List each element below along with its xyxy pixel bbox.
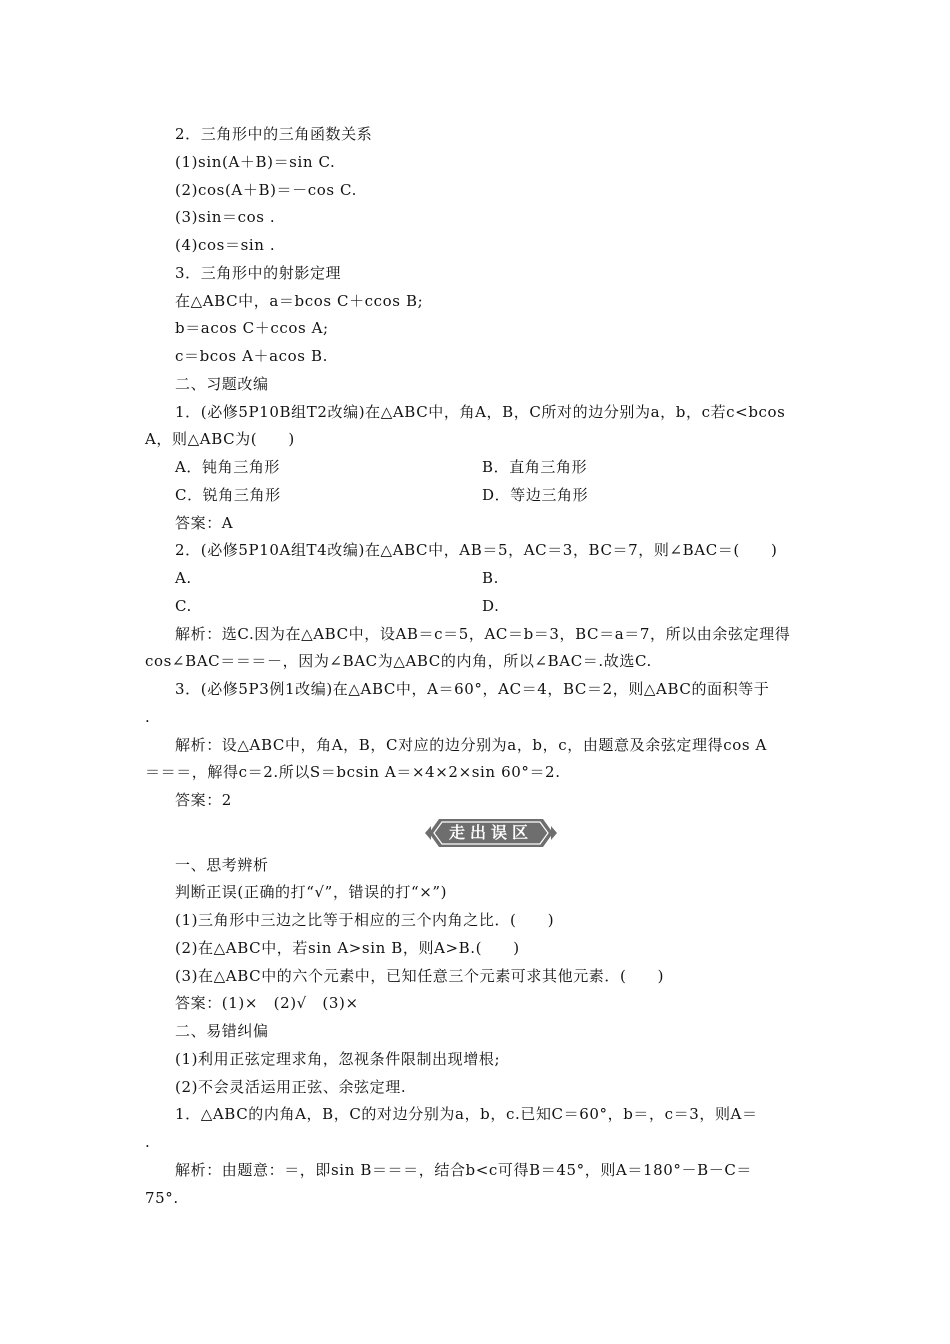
pitfall-q1-analysis-line-2: 75°. bbox=[145, 1189, 179, 1207]
pitfall-q1-analysis-line-1: 解析：由题意：＝，即sin B＝＝＝，结合b<c可得B＝45°，则A＝180°－B－C＝ bbox=[175, 1161, 752, 1179]
projection-line-3: c＝bcos A＋acos B. bbox=[175, 347, 328, 365]
thinking-item-1: (1)三角形中三边之比等于相应的三个内角之比．( ) bbox=[175, 911, 555, 929]
q2-option-b: B. bbox=[482, 569, 499, 587]
q1-text-line-2: A，则△ABC为( ) bbox=[145, 430, 295, 448]
q2-option-a: A. bbox=[175, 569, 192, 587]
heading-projection-theorem: 3．三角形中的射影定理 bbox=[175, 264, 342, 282]
q1-answer: 答案：A bbox=[175, 514, 234, 532]
thinking-intro: 判断正误(正确的打“√”，错误的打“×”) bbox=[175, 883, 448, 901]
relation-item-2: (2)cos(A＋B)＝－cos C. bbox=[175, 181, 357, 199]
q3-analysis-line-2: ＝＝＝，解得c＝2.所以S＝bcsin A＝×4×2×sin 60°＝2. bbox=[145, 763, 561, 781]
q3-analysis-line-1: 解析：设△ABC中，角A，B，C对应的边分别为a，b，c，由题意及余弦定理得cos A bbox=[175, 736, 767, 754]
pitfall-item-1: (1)利用正弦定理求角，忽视条件限制出现增根; bbox=[175, 1050, 501, 1068]
q2-analysis-line-2: cos∠BAC＝＝＝－，因为∠BAC为△ABC的内角，所以∠BAC＝.故选C. bbox=[145, 652, 652, 670]
relation-item-1: (1)sin(A＋B)＝sin C. bbox=[175, 153, 336, 171]
thinking-answer: 答案：(1)× (2)√ (3)× bbox=[175, 994, 359, 1012]
q1-option-a: A．钝角三角形 bbox=[175, 458, 281, 476]
q3-text-line-2: . bbox=[145, 708, 151, 726]
q2-analysis-line-1: 解析：选C.因为在△ABC中，设AB＝c＝5，AC＝b＝3，BC＝a＝7，所以由余弦定理得 bbox=[175, 625, 791, 643]
thinking-item-2: (2)在△ABC中，若sin A>sin B，则A>B.( ) bbox=[175, 939, 520, 957]
q2-text-line-1: 2．(必修5P10A组T4改编)在△ABC中，AB＝5，AC＝3，BC＝7，则∠BAC＝( ) bbox=[175, 541, 778, 559]
q3-text-line-1: 3．(必修5P3例1改编)在△ABC中，A＝60°，AC＝4，BC＝2，则△ABC的面积等于 bbox=[175, 680, 770, 698]
pitfall-q1-line-1: 1．△ABC的内角A，B，C的对边分别为a，b，c.已知C＝60°，b＝，c＝3，则A＝ bbox=[175, 1105, 758, 1123]
heading-exercises: 二、习题改编 bbox=[175, 375, 269, 393]
q2-option-d: D. bbox=[482, 597, 500, 615]
pitfall-q1-line-2: . bbox=[145, 1133, 151, 1151]
q1-option-c: C．锐角三角形 bbox=[175, 486, 281, 504]
projection-line-1: 在△ABC中，a＝bcos C＋ccos B; bbox=[175, 292, 424, 310]
projection-line-2: b＝acos C＋ccos A; bbox=[175, 319, 329, 337]
heading-pitfalls: 二、易错纠偏 bbox=[175, 1022, 269, 1040]
q1-option-d: D．等边三角形 bbox=[482, 486, 589, 504]
q2-option-c: C. bbox=[175, 597, 192, 615]
q1-option-b: B．直角三角形 bbox=[482, 458, 588, 476]
section-banner bbox=[425, 818, 557, 848]
q3-answer: 答案：2 bbox=[175, 791, 232, 809]
heading-thinking: 一、思考辨析 bbox=[175, 856, 269, 874]
q1-text-line-1: 1．(必修5P10B组T2改编)在△ABC中，角A，B，C所对的边分别为a，b，c若c<bcos bbox=[175, 403, 786, 421]
thinking-item-3: (3)在△ABC中的六个元素中，已知任意三个元素可求其他元素．( ) bbox=[175, 967, 665, 985]
relation-item-3: (3)sin＝cos . bbox=[175, 208, 276, 226]
pitfall-item-2: (2)不会灵活运用正弦、余弦定理. bbox=[175, 1078, 407, 1096]
relation-item-4: (4)cos＝sin . bbox=[175, 236, 276, 254]
heading-trig-relations: 2．三角形中的三角函数关系 bbox=[175, 125, 373, 143]
banner-label: 走出误区 bbox=[448, 823, 533, 842]
